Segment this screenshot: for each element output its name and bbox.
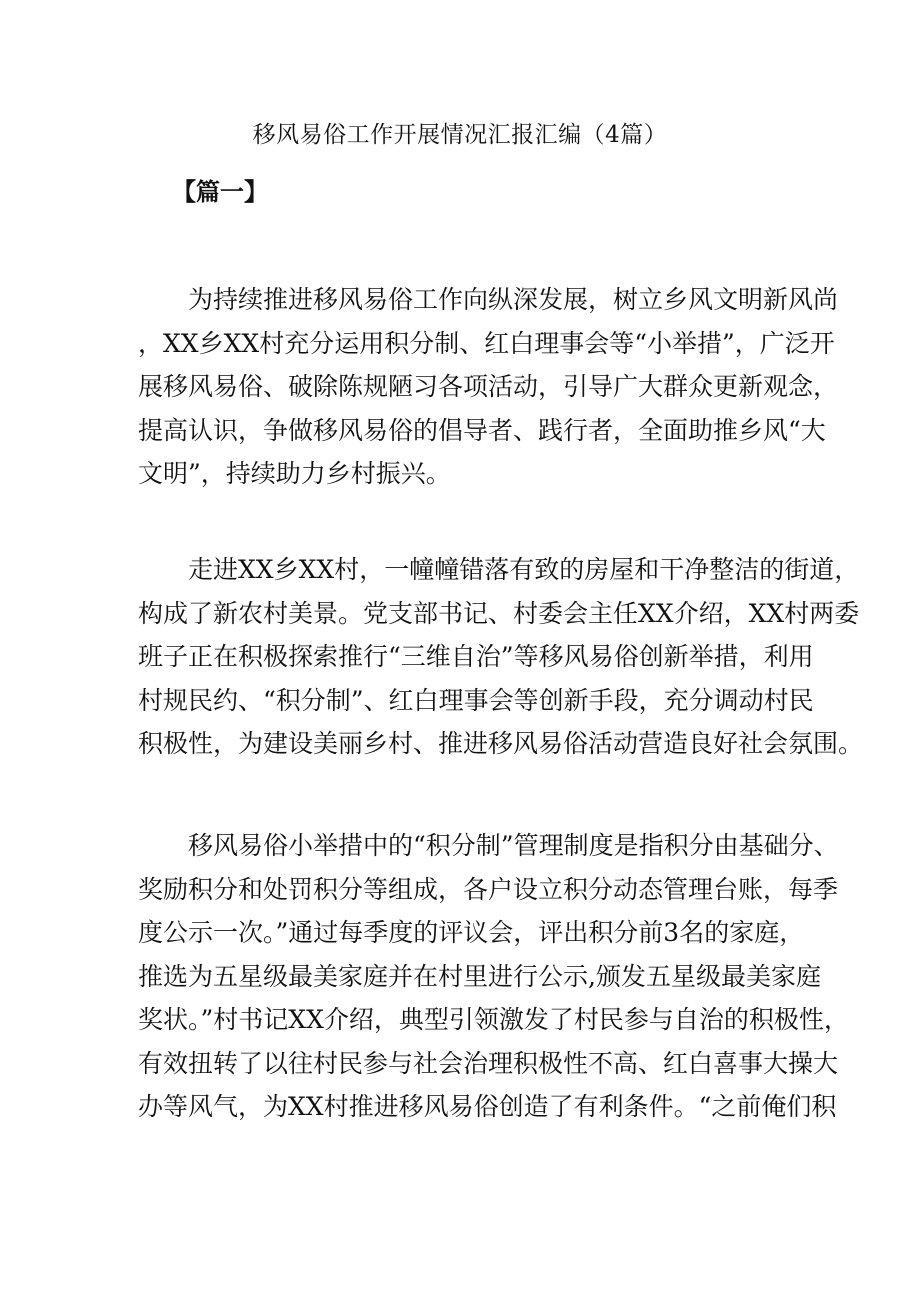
paragraph-line: 移风易俗小举措中的“积分制”管理制度是指积分由基础分、 [188, 831, 839, 860]
paragraph-line: 走进XX乡XX村，一幢幢错落有致的房屋和干净整洁的街道， [188, 555, 860, 584]
document-title: 移风易俗工作开展情况汇报汇编（4篇） [252, 122, 668, 148]
paragraph-line: 有效扭转了以往村民参与社会治理积极性不高、红白喜事大操大 [138, 1048, 839, 1078]
paragraph-line: 奖状。”村书记XX介绍，典型引领激发了村民参与自治的积极性， [138, 1005, 849, 1034]
paragraph-line: 提高认识，争做移风易俗的倡导者、践行者，全面助推乡风“大 [138, 415, 826, 445]
paragraph-3 [138, 824, 849, 1129]
paragraph-line: 办等风气，为XX村推进移风易俗创造了有利条件。“之前俺们积 [138, 1092, 837, 1121]
paragraph-line: 为持续推进移风易俗工作向纵深发展，树立乡风文明新风尚 [188, 285, 839, 314]
paragraph-line: 村规民约、“积分制”、红白理事会等创新手段，充分调动村民 [138, 685, 814, 715]
paragraph-line: 推选为五星级最美家庭并在村里进行公示,颁发五星级最美家庭 [138, 961, 821, 991]
paragraph-line: 班子正在积极探索推行“三维自治”等移风易俗创新举措，利用 [138, 642, 814, 671]
paragraph-line: 奖励积分和处罚积分等组成，各户设立积分动态管理台账，每季 [138, 874, 839, 904]
paragraph-line: 展移风易俗、破除陈规陋习各项活动，引导广大群众更新观念， [138, 372, 839, 401]
paragraph-2 [138, 548, 864, 766]
paragraph-line: 文明”，持续助力乡村振兴。 [138, 459, 451, 488]
section-heading: 【篇一】 [172, 177, 268, 206]
paragraph-line: 构成了新农村美景。党支部书记、村委会主任XX介绍，XX村两委 [138, 598, 860, 628]
paragraph-line: ，XX乡XX村充分运用积分制、红白理事会等“小举措”，广泛开 [138, 328, 835, 358]
paragraph-line: 度公示一次。”通过每季度的评议会，评出积分前3名的家庭， [138, 918, 805, 947]
paragraph-line: 积极性，为建设美丽乡村、推进移风易俗活动营造良好社会氛围。 [138, 729, 864, 758]
paragraph-1 [138, 278, 839, 496]
